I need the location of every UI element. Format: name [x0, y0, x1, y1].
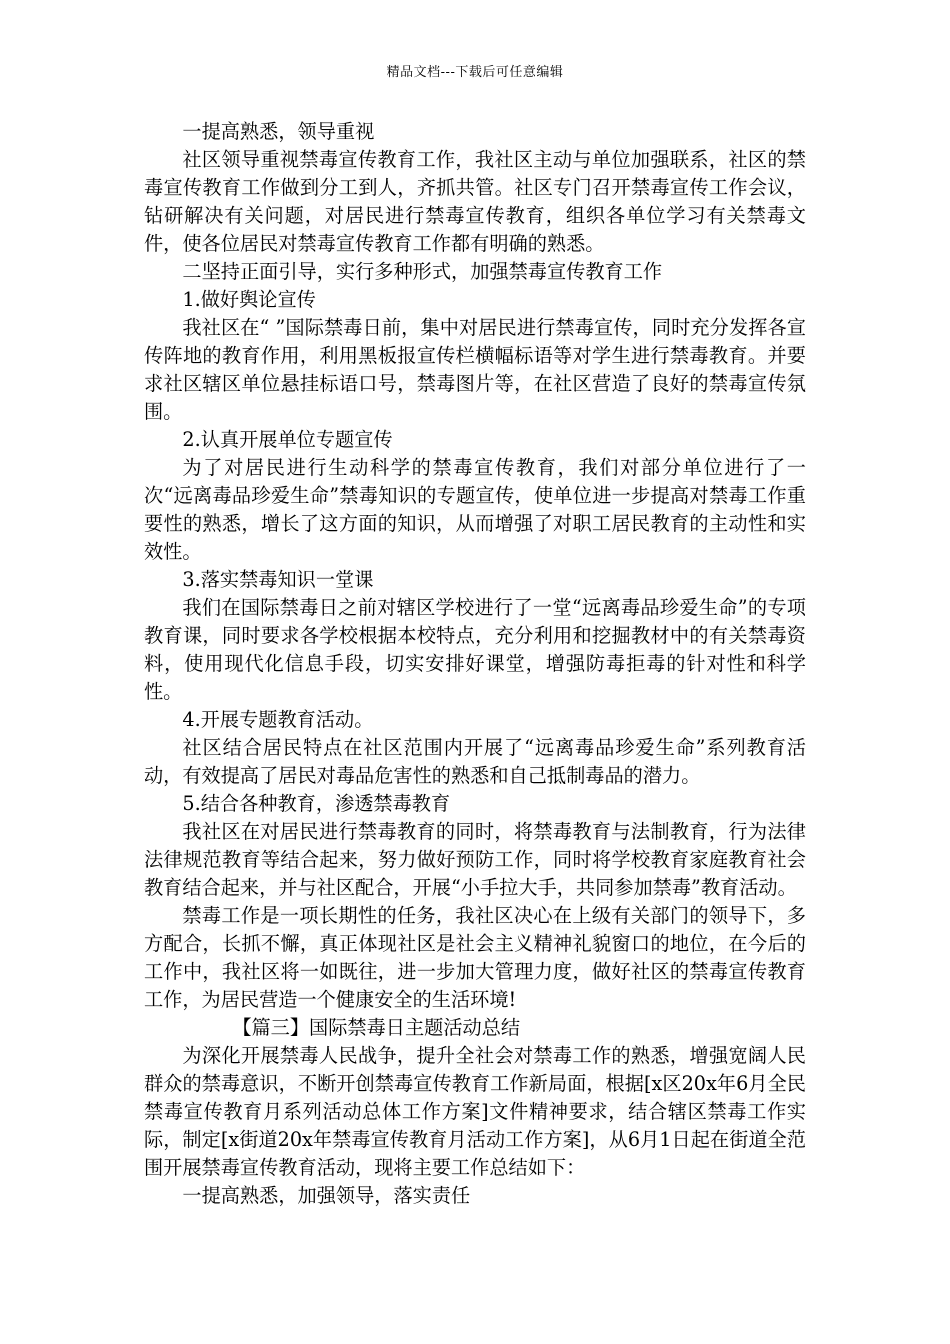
- heading-paragraph: 二坚持正面引导，实行多种形式，加强禁毒宣传教育工作: [182, 260, 663, 283]
- subheading-paragraph: 5.结合各种教育，渗透禁毒教育: [182, 792, 451, 815]
- body-paragraph: 我社区在对居民进行禁毒教育的同时，将禁毒教育与法制教育，行为法律法律规范教育等结合起来，努力做好预防工作，同时将学校教育家庭教育社会教育结合起来，并与社区配合，开展“小手拉大手，共同参加禁毒”教育活动。: [144, 820, 806, 899]
- page-header: 精品文档---下载后可任意编辑: [386, 65, 564, 80]
- body-paragraph: 禁毒工作是一项长期性的任务，我社区决心在上级有关部门的领导下，多方配合，长抓不懈，真正体现社区是社会主义精神礼貌窗口的地位，在今后的工作中，我社区将一如既往，进一步加大管理力度，做好社区的禁毒宣传教育工作，为居民营造一个健康安全的生活环境!: [144, 904, 806, 1011]
- subheading-paragraph: 3.落实禁毒知识一堂课: [182, 568, 374, 591]
- heading-paragraph: 一提高熟悉，领导重视: [182, 120, 375, 143]
- section-title: 【篇三】国际禁毒日主题活动总结: [232, 1016, 521, 1039]
- body-paragraph: 为深化开展禁毒人民战争，提升全社会对禁毒工作的熟悉，增强宽阔人民群众的禁毒意识，不断开创禁毒宣传教育工作新局面，根据[x区20x年6月全民禁毒宣传教育月系列活动总体工作方案]文件精神要求，结合辖区禁毒工作实际，制定[x街道20x年禁毒宣传教育月活动工作方案]，从6月1日起在街道全范围开展禁毒宣传教育活动，现将主要工作总结如下：: [144, 1044, 806, 1179]
- body-paragraph: 社区结合居民特点在社区范围内开展了“远离毒品珍爱生命”系列教育活动，有效提高了居民对毒品危害性的熟悉和自己抵制毒品的潜力。: [144, 736, 806, 787]
- body-paragraph: 社区领导重视禁毒宣传教育工作，我社区主动与单位加强联系，社区的禁毒宣传教育工作做到分工到人，齐抓共管。社区专门召开禁毒宣传工作会议，钻研解决有关问题，对居民进行禁毒宣传教育，组织各单位学习有关禁毒文件，使各位居民对禁毒宣传教育工作都有明确的熟悉。: [144, 148, 806, 255]
- subheading-paragraph: 2.认真开展单位专题宣传: [182, 428, 393, 451]
- document-body: [144, 118, 806, 1210]
- subheading-paragraph: 1.做好舆论宣传: [182, 288, 316, 311]
- heading-paragraph: 一提高熟悉，加强领导，落实责任: [182, 1184, 471, 1207]
- body-paragraph: 为了对居民进行生动科学的禁毒宣传教育，我们对部分单位进行了一次“远离毒品珍爱生命”禁毒知识的专题宣传，使单位进一步提高对禁毒工作重要性的熟悉，增长了这方面的知识，从而增强了对职工居民教育的主动性和实效性。: [144, 456, 806, 563]
- subheading-paragraph: 4.开展专题教育活动。: [182, 708, 374, 731]
- body-paragraph: 我社区在“ ”国际禁毒日前，集中对居民进行禁毒宣传，同时充分发挥各宣传阵地的教育作用，利用黑板报宣传栏横幅标语等对学生进行禁毒教育。并要求社区辖区单位悬挂标语口号，禁毒图片等，在社区营造了良好的禁毒宣传氛围。: [144, 316, 806, 423]
- body-paragraph: 我们在国际禁毒日之前对辖区学校进行了一堂“远离毒品珍爱生命”的专项教育课，同时要求各学校根据本校特点，充分利用和挖掘教材中的有关禁毒资料，使用现代化信息手段，切实安排好课堂，增强防毒拒毒的针对性和科学性。: [144, 596, 806, 703]
